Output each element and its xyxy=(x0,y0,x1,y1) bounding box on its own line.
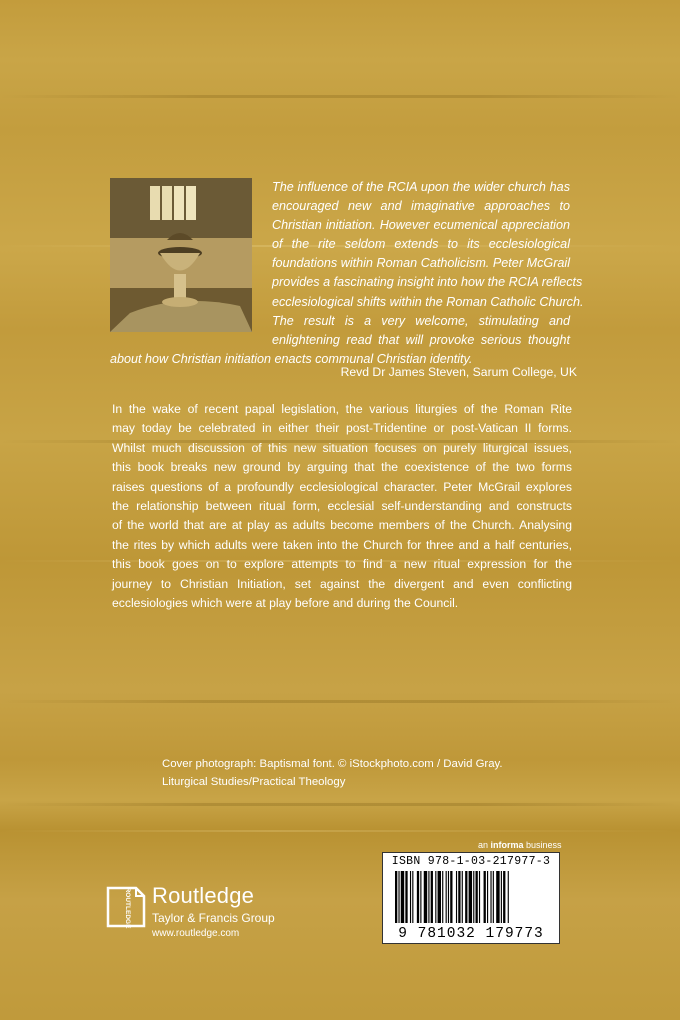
informa-bold: informa xyxy=(490,840,524,850)
barcode-bar xyxy=(501,871,502,923)
barcode-bar xyxy=(487,871,488,923)
quote-line: Christian initiation. However ecumenical appreciation xyxy=(272,218,570,233)
quote-line: The result is a very welcome, stimulating and xyxy=(272,313,570,328)
informa-prefix: an xyxy=(478,840,491,850)
barcode-bar xyxy=(431,871,433,923)
barcode-bar xyxy=(503,871,505,923)
quote-line: of the rite seldom extends to its ecclesiological xyxy=(272,237,570,252)
publisher-block xyxy=(152,883,275,939)
background-streak xyxy=(0,803,680,806)
barcode-bar xyxy=(410,871,411,923)
ean-number: 9 781032 179773 xyxy=(398,926,544,942)
photo-credit: Cover photograph: Baptismal font. © iStockphoto.com / David Gray. xyxy=(162,758,503,770)
barcode-bar xyxy=(458,871,460,923)
barcode-bar xyxy=(476,871,478,923)
barcode-bar xyxy=(420,871,421,923)
quote-line: ecclesiological shifts within the Roman Catholic Church. xyxy=(272,294,584,309)
quote-line: about how Christian initiation enacts communal Christian identity. xyxy=(110,351,473,366)
barcode-bar xyxy=(456,871,457,923)
description-line: may today be celebrated in either their post-Tridentine or post-Vatican II forms. xyxy=(112,421,572,436)
logo-text: ROUTLEDGE xyxy=(124,887,131,929)
isbn-barcode xyxy=(382,852,560,944)
description-line: the relationship between ritual form, ecclesial self-understanding and constructs xyxy=(112,499,572,514)
quote-line: foundations within Roman Catholicism. Peter McGrail xyxy=(272,256,570,271)
publisher-url: www.routledge.com xyxy=(152,928,240,939)
description-line: In the wake of recent papal legislation, the various liturgies of the Roman Rite xyxy=(112,402,572,416)
quote-line: provides a fascinating insight into how the RCIA reflects xyxy=(272,275,583,290)
barcode-bar xyxy=(395,871,397,923)
barcode-bar xyxy=(428,871,429,923)
barcode-bar xyxy=(417,871,419,923)
routledge-logo-icon xyxy=(105,882,147,930)
barcode-bar xyxy=(435,871,436,923)
subject-category: Liturgical Studies/Practical Theology xyxy=(162,776,346,788)
barcode-bar xyxy=(424,871,427,923)
publisher-group: Taylor & Francis Group xyxy=(152,911,275,925)
barcode-bar xyxy=(469,871,472,923)
barcode-bar xyxy=(446,871,447,923)
barcode-bar xyxy=(450,871,452,923)
quote-line: enlightening read that will provoke serious thought xyxy=(272,332,570,347)
barcode-bar xyxy=(493,871,494,923)
quote-attribution: Revd Dr James Steven, Sarum College, UK xyxy=(340,365,577,379)
informa-suffix: business xyxy=(523,840,562,850)
description-line: journey to Christian Initiation, set against the divergent and even conflicting xyxy=(112,576,572,591)
description-line: this book goes on to explore attempts to find a new ritual expression for the xyxy=(112,557,572,572)
barcode-bar xyxy=(479,871,480,923)
background-streak xyxy=(0,95,680,98)
barcode-bar xyxy=(438,871,441,923)
barcode-bar xyxy=(508,871,509,923)
barcode-bar xyxy=(462,871,463,923)
barcode-bar xyxy=(484,871,486,923)
publisher-name: Routledge xyxy=(152,883,255,908)
description-line: this book breaks new ground by arguing that the coexistence of the two forms xyxy=(112,460,572,475)
barcode-bars xyxy=(395,871,547,923)
endorsement-quote xyxy=(110,178,584,369)
background-streak xyxy=(0,700,680,703)
description-line: of the world that are at play as adults become members of the Church. Analysing xyxy=(112,518,572,533)
cover-credits xyxy=(162,755,503,791)
barcode-bar xyxy=(412,871,413,923)
description-line: ecclesiologies which were at play before and during the Council. xyxy=(112,596,459,611)
barcode-bar xyxy=(398,871,399,923)
description-line: Whilst much discussion of this new situation focuses on purely liturgical issues, xyxy=(112,440,572,455)
barcode-bar xyxy=(405,871,407,923)
barcode-bar xyxy=(448,871,449,923)
barcode-bar xyxy=(473,871,474,923)
description-line: the rites by which adults were taken into the Church for three and a half centuries, xyxy=(112,537,572,552)
quote-line: The influence of the RCIA upon the wider church has xyxy=(272,180,570,194)
barcode-bar xyxy=(401,871,404,923)
quote-line: encouraged new and imaginative approaches to xyxy=(272,199,570,214)
barcode-bar xyxy=(490,871,491,923)
isbn-number: ISBN 978-1-03-217977-3 xyxy=(391,855,551,868)
book-description xyxy=(112,400,572,613)
background-highlight xyxy=(0,830,680,832)
description-line: raises questions of a profoundly ecclesiological character. Peter McGrail explores xyxy=(112,479,572,494)
barcode-bar xyxy=(465,871,467,923)
informa-business-tag xyxy=(478,840,562,850)
barcode-bar xyxy=(496,871,499,923)
barcode-bar xyxy=(442,871,443,923)
